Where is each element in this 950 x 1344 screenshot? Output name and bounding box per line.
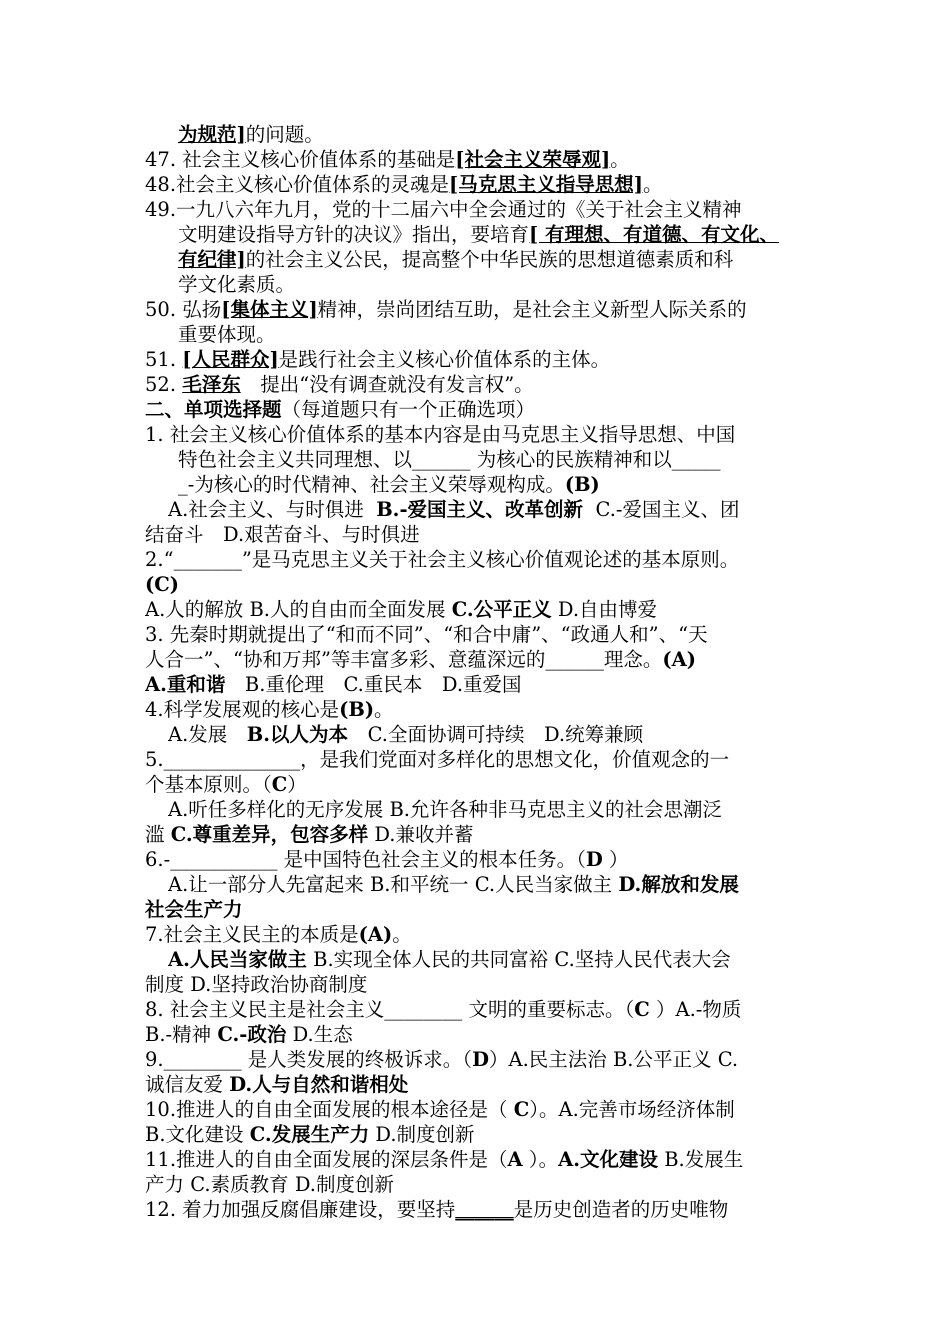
options-line: 社会生产力 [145,898,243,921]
text-line: 有纪律]的社会主义公民，提高整个中华民族的思想道德素质和科 [178,248,734,271]
text-line: 人合一”、“协和万邦”等丰富多彩、意蕴深远的______理念。(A) [145,648,697,671]
question-3: 3. 先秦时期就提出了“和而不同”、“和合中庸”、“政通人和”、“天 [145,623,708,646]
question-2: 2.“_______”是马克思主义关于社会主义核心价值观论述的基本原则。 [145,548,740,571]
options-line: A.人的解放 B.人的自由而全面发展 C.公平正义 D.自由博爱 [145,598,658,621]
question-9: 9.________ 是人类发展的终极诉求。（D）A.民主法治 B.公平正义 C. [145,1048,739,1071]
text-line: 学文化素质。 [178,273,296,296]
options-line: A.听任多样化的无序发展 B.允许各种非马克思主义的社会思潮泛 [168,798,723,821]
options-line: 产力 C.素质教育 D.制度创新 [145,1173,394,1196]
text-line: 文明建设指导方针的决议》指出，要培育[ 有理想、有道德、有文化、 [178,223,780,246]
options-line: B.-精神 C.-政治 D.生态 [145,1023,353,1046]
options-line: A.重和谐 B.重伦理 C.重民本 D.重爱国 [145,673,522,696]
question-10: 10.推进人的自由全面发展的根本途径是（ C）。A.完善市场经济体制 [145,1098,735,1121]
text-line: _-为核心的时代精神、社会主义荣辱观构成。(B) [178,473,600,496]
question-5: 5.______________，是我们党面对多样化的思想文化，价值观念的一 [145,748,730,771]
fill-item-49: 49.一九八六年九月，党的十二届六中全会通过的《关于社会主义精神 [145,198,742,221]
options-line: A.发展 B.以人为本 C.全面协调可持续 D.统筹兼顾 [168,723,644,746]
options-line: 制度 D.坚持政治协商制度 [145,973,368,996]
text-line: 重要体现。 [178,323,276,346]
fill-item-48: 48.社会主义核心价值体系的灵魂是[马克思主义指导思想]。 [145,173,663,196]
question-1: 1. 社会主义核心价值体系的基本内容是由马克思主义指导思想、中国 [145,423,736,446]
answer-line: (C) [145,573,179,596]
question-12: 12. 着力加强反腐倡廉建设，要坚持______是历史创造者的历史唯物 [145,1198,729,1221]
options-line: B.文化建设 C.发展生产力 D.制度创新 [145,1123,475,1146]
question-4: 4.科学发展观的核心是(B)。 [145,698,394,721]
question-8: 8. 社会主义民主是社会主义________ 文明的重要标志。（C ）A.-物质 [145,998,742,1021]
text-line: 个基本原则。（C） [145,773,307,796]
question-7: 7.社会主义民主的本质是(A)。 [145,923,412,946]
fill-item-47: 47. 社会主义核心价值体系的基础是[社会主义荣辱观]。 [145,148,630,171]
options-line: A.人民当家做主 B.实现全体人民的共同富裕 C.坚持人民代表大会 [168,948,731,971]
question-11: 11.推进人的自由全面发展的深层条件是（A ）。A.文化建设 B.发展生 [145,1148,744,1171]
options-line: A.社会主义、与时俱进 B.-爱国主义、改革创新 C.-爱国主义、团 [168,498,740,521]
fill-item-52: 52. 毛泽东 提出“没有调查就没有发言权”。 [145,373,534,396]
options-line: 结奋斗 D.艰苦奋斗、与时俱进 [145,523,420,546]
options-line: 诚信友爱 D.人与自然和谐相处 [145,1073,409,1096]
section-heading: 二、单项选择题（每道题只有一个正确选项） [145,398,536,421]
options-line: 滥 C.尊重差异，包容多样 D.兼收并蓄 [145,823,474,846]
options-line: A.让一部分人先富起来 B.和平统一 C.人民当家做主 D.解放和发展 [168,873,739,896]
text-line: 特色社会主义共同理想、以______ 为核心的民族精神和以_____ [178,448,721,471]
question-6: 6.-___________ 是中国特色社会主义的根本任务。（D ） [145,848,629,871]
fill-item-50: 50. 弘扬[集体主义]精神，崇尚团结互助，是社会主义新型人际关系的 [145,298,747,321]
text-line: 为规范]的问题。 [178,123,324,146]
fill-item-51: 51. [人民群众]是践行社会主义核心价值体系的主体。 [145,348,611,371]
